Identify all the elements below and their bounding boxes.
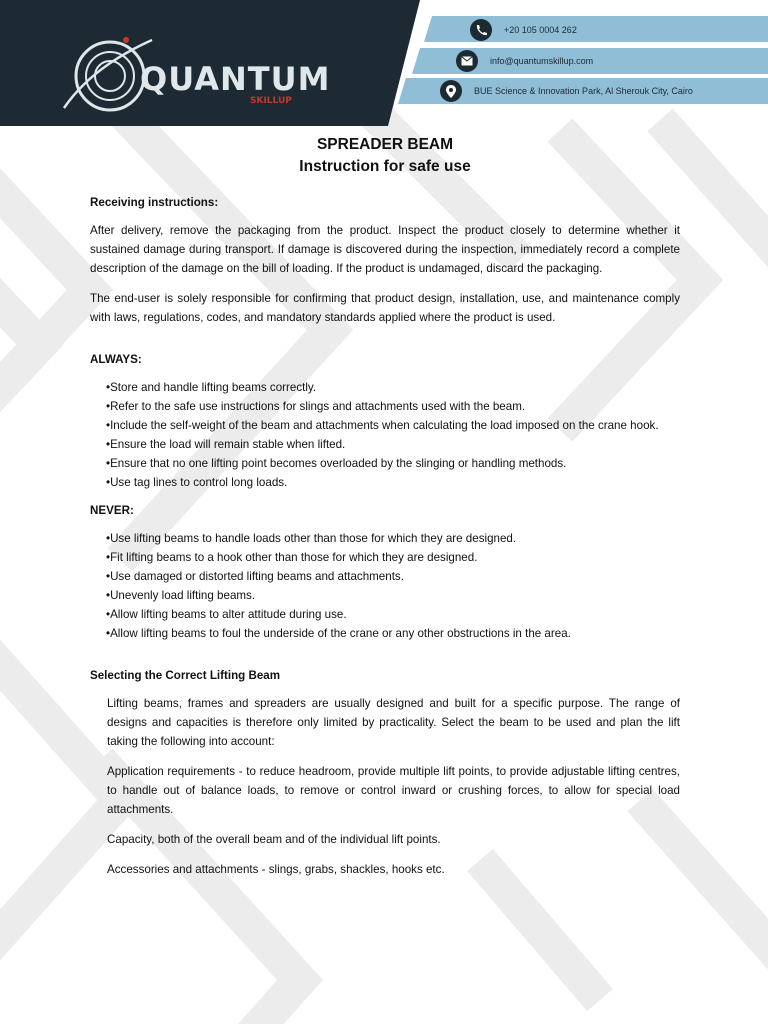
selecting-paragraph: Lifting beams, frames and spreaders are usually designed and built for a specific purpose. The range of designs and capacities is therefore only limited by practicality. Select the beam to be used and plan the lift taking the following into account: [107, 697, 680, 748]
always-heading: ALWAYS: [90, 353, 142, 366]
list-item: • Refer to the safe use instructions for slings and attachments used with the beam. [106, 397, 680, 416]
contact-address [440, 77, 693, 105]
brand-name: QUANTUM [140, 60, 331, 98]
always-list [90, 378, 680, 492]
list-item: • Use tag lines to control long loads. [106, 473, 680, 492]
selecting-heading: Selecting the Correct Lifting Beam [90, 669, 281, 682]
phone-icon [470, 19, 492, 41]
contact-email[interactable] [456, 47, 593, 75]
location-pin-icon [440, 80, 462, 102]
list-item: • Allow lifting beams to foul the underside of the crane or any other obstructions in the area. [106, 624, 680, 643]
document-subtitle: Instruction for safe use [299, 158, 471, 175]
list-item: • Allow lifting beams to alter attitude during use. [106, 605, 680, 624]
list-item: • Unevenly load lifting beams. [106, 586, 680, 605]
email-address: info@quantumskillup.com [490, 56, 594, 66]
contact-phone[interactable] [470, 16, 577, 44]
list-item: • Include the self-weight of the beam and attachments when calculating the load imposed on the crane hook. [106, 416, 680, 435]
brand-subtitle: SKILLUP [250, 96, 292, 106]
application-paragraph: Application requirements - to reduce headroom, provide multiple lift points, to provide adjustable lifting centres, to handle out of balance loads, to remove or control inward or crushing forces, to allow for special load attachments. [107, 765, 680, 816]
accessories-paragraph: Accessories and attachments - slings, grabs, shackles, hooks etc. [107, 863, 445, 876]
document-body [90, 134, 680, 890]
selecting-section [90, 694, 680, 879]
phone-number: +20 105 0004 262 [504, 25, 577, 35]
email-icon [456, 50, 478, 72]
receiving-paragraph: After delivery, remove the packaging from the product. Inspect the product closely to determine whether it sustained damage during transport. If damage is discovered during the inspection, immediately record a complete description of the damage on the bill of loading. If the product is undamaged, discard the packaging. [90, 224, 680, 275]
list-item: • Ensure the load will remain stable when lifted. [106, 435, 680, 454]
capacity-paragraph: Capacity, both of the overall beam and of the individual lift points. [107, 833, 441, 846]
receiving-heading: Receiving instructions: [90, 196, 219, 209]
never-list [90, 529, 680, 643]
contact-block [0, 0, 768, 126]
responsibility-paragraph: The end-user is solely responsible for confirming that product design, installation, use, and maintenance comply with laws, regulations, codes, and mandatory standards applied where the product is used. [90, 292, 680, 324]
never-heading: NEVER: [90, 504, 134, 517]
document-title: SPREADER BEAM [316, 136, 454, 153]
list-item: • Fit lifting beams to a hook other than those for which they are designed. [106, 548, 680, 567]
list-item: • Ensure that no one lifting point becomes overloaded by the slinging or handling methods. [106, 454, 680, 473]
list-item: • Use lifting beams to handle loads other than those for which they are designed. [106, 529, 680, 548]
list-item: • Store and handle lifting beams correctly. [106, 378, 680, 397]
list-item: • Use damaged or distorted lifting beams and attachments. [106, 567, 680, 586]
address-text: BUE Science & Innovation Park, Al Sherouk City, Cairo [474, 86, 693, 96]
